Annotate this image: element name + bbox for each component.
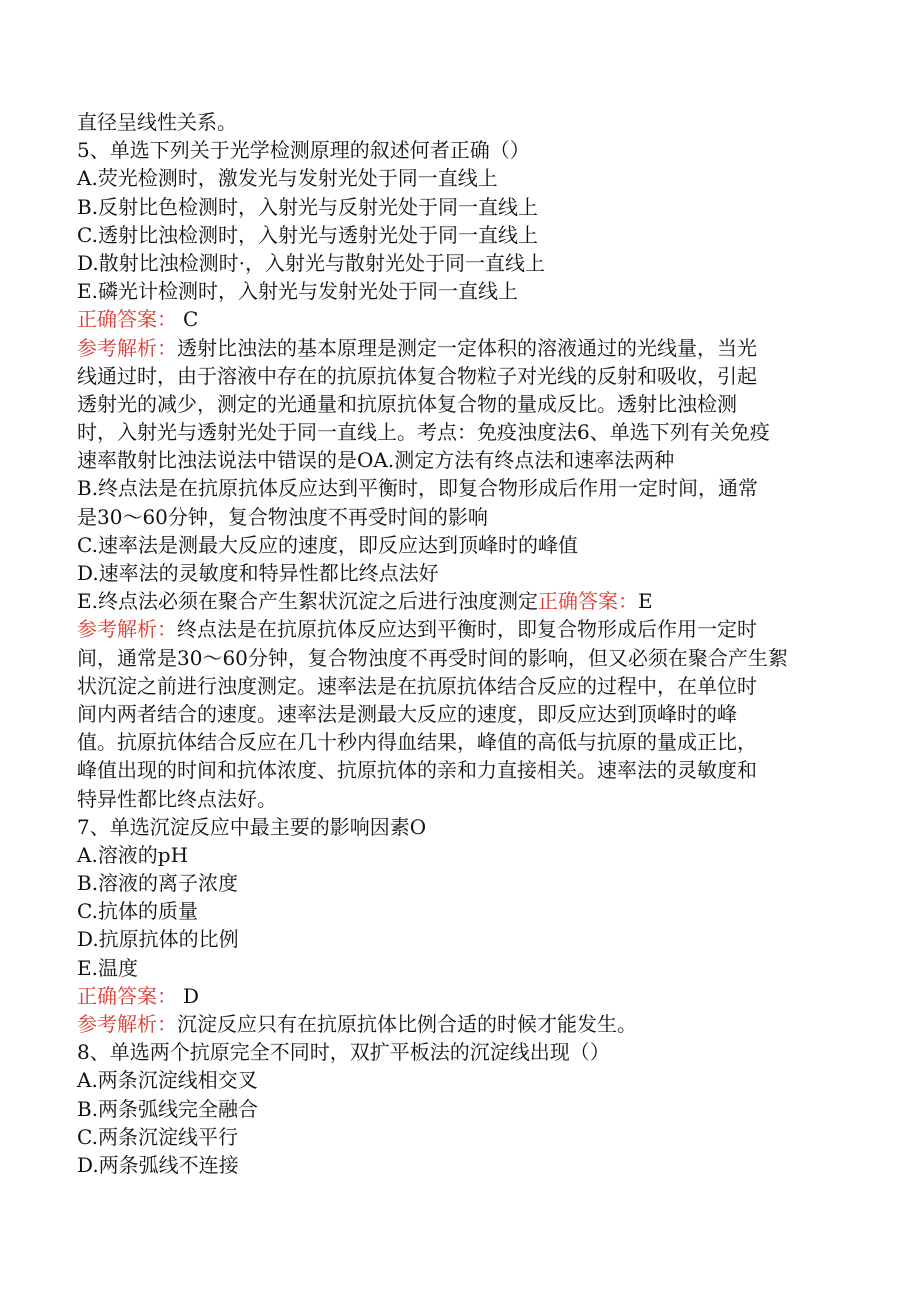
question-6-option-e [77, 587, 837, 615]
question-7-option-e: E.温度 [77, 955, 138, 980]
text-line: 线通过时，由于溶液中存在的抗原抗体复合物粒子对光线的反射和吸收，引起 [77, 363, 757, 388]
question-5-analysis [77, 334, 837, 362]
question-8-option-c: C.两条沉淀线平行 [77, 1124, 238, 1149]
text-line: 间，通常是30～60分钟，复合物浊度不再受时间的影响，但又必须在聚合产生絮 [77, 645, 788, 670]
text-line: 值。抗原抗体结合反应在几十秒内得血结果，峰值的高低与抗原的量成正比， [77, 730, 757, 755]
text-line: 时，入射光与透射光处于同一直线上。考点：免疫浊度法6、单选下列有关免疫 [77, 420, 770, 445]
analysis-label: 参考解析： [77, 617, 177, 642]
question-7-answer [77, 982, 837, 1010]
question-7-option-d: D.抗原抗体的比例 [77, 927, 239, 952]
question-5-option-d: D.散射比浊检测时·，入射光与散射光处于同一直线上 [77, 250, 546, 275]
question-5-option-a: A.荧光检测时，激发光与发射光处于同一直线上 [77, 166, 498, 191]
analysis-text: 透射比浊法的基本原理是测定一定体积的溶液通过的光线量，当光 [177, 335, 757, 360]
answer-label: 正确答案： [77, 983, 177, 1008]
question-8-option-d: D.两条弧线不连接 [77, 1152, 239, 1177]
question-5-option-c: C.透射比浊检测时，入射光与透射光处于同一直线上 [77, 222, 538, 247]
document-page [77, 108, 837, 1179]
question-5-option-b: B.反射比色检测时，入射光与反射光处于同一直线上 [77, 194, 539, 219]
option-text: E.终点法必须在聚合产生絮状沉淀之后进行浊度测定 [77, 589, 538, 614]
text-line: 直径呈线性关系。 [77, 110, 237, 134]
question-5-option-e: E.磷光计检测时，入射光与发射光处于同一直线上 [77, 279, 518, 304]
question-5-stem: 5、单选下列关于光学检测原理的叙述何者正确（） [77, 138, 530, 163]
question-7-option-a: A.溶液的pH [77, 842, 189, 867]
question-7-stem: 7、单选沉淀反应中最主要的影响因素O [77, 814, 427, 839]
text-line: 间内两者结合的速度。速率法是测最大反应的速度，即反应达到顶峰时的峰 [77, 701, 737, 726]
analysis-text: 沉淀反应只有在抗原抗体比例合适的时候才能发生。 [177, 1012, 637, 1036]
text-line: 透射光的减少，测定的光通量和抗原抗体复合物的量成反比。透射比浊检测 [77, 391, 737, 416]
question-8-option-b: B.两条弧线完全融合 [77, 1096, 259, 1121]
question-7-analysis [77, 1010, 837, 1038]
answer-value: D [183, 983, 200, 1008]
question-6-option-d: D.速率法的灵敏度和特异性都比终点法好 [77, 561, 439, 585]
analysis-label: 参考解析： [77, 1012, 177, 1036]
question-5-answer [77, 305, 837, 333]
text-line: 是30～60分钟，复合物浊度不再受时间的影响 [77, 504, 488, 529]
analysis-label: 参考解析： [77, 335, 177, 360]
answer-label: 正确答案： [537, 589, 638, 614]
answer-label: 正确答案： [77, 307, 177, 332]
question-6-option-b: B.终点法是在抗原抗体反应达到平衡时，即复合物形成后作用一定时间，通常 [77, 476, 759, 501]
analysis-text: 终点法是在抗原抗体反应达到平衡时，即复合物形成后作用一定时 [177, 617, 757, 642]
question-8-option-a: A.两条沉淀线相交叉 [77, 1068, 258, 1093]
question-6-option-c: C.速率法是测最大反应的速度，即反应达到顶峰时的峰值 [77, 532, 578, 557]
question-6-analysis [77, 615, 837, 643]
question-7-option-c: C.抗体的质量 [77, 899, 198, 924]
text-line: 特异性都比终点法好。 [77, 786, 277, 811]
question-7-option-b: B.溶液的离子浓度 [77, 871, 239, 896]
text-line: 峰值出现的时间和抗体浓度、抗原抗体的亲和力直接相关。速率法的灵敏度和 [77, 758, 757, 783]
question-8-stem: 8、单选两个抗原完全不同时，双扩平板法的沉淀线出现（） [77, 1040, 610, 1065]
answer-value: E [637, 589, 653, 614]
text-line: 状沉淀之前进行浊度测定。速率法是在抗原抗体结合反应的过程中，在单位时 [77, 673, 757, 698]
answer-value: C [183, 307, 199, 332]
question-6-stem: 速率散射比浊法说法中错误的是OA.测定方法有终点法和速率法两种 [77, 448, 675, 473]
